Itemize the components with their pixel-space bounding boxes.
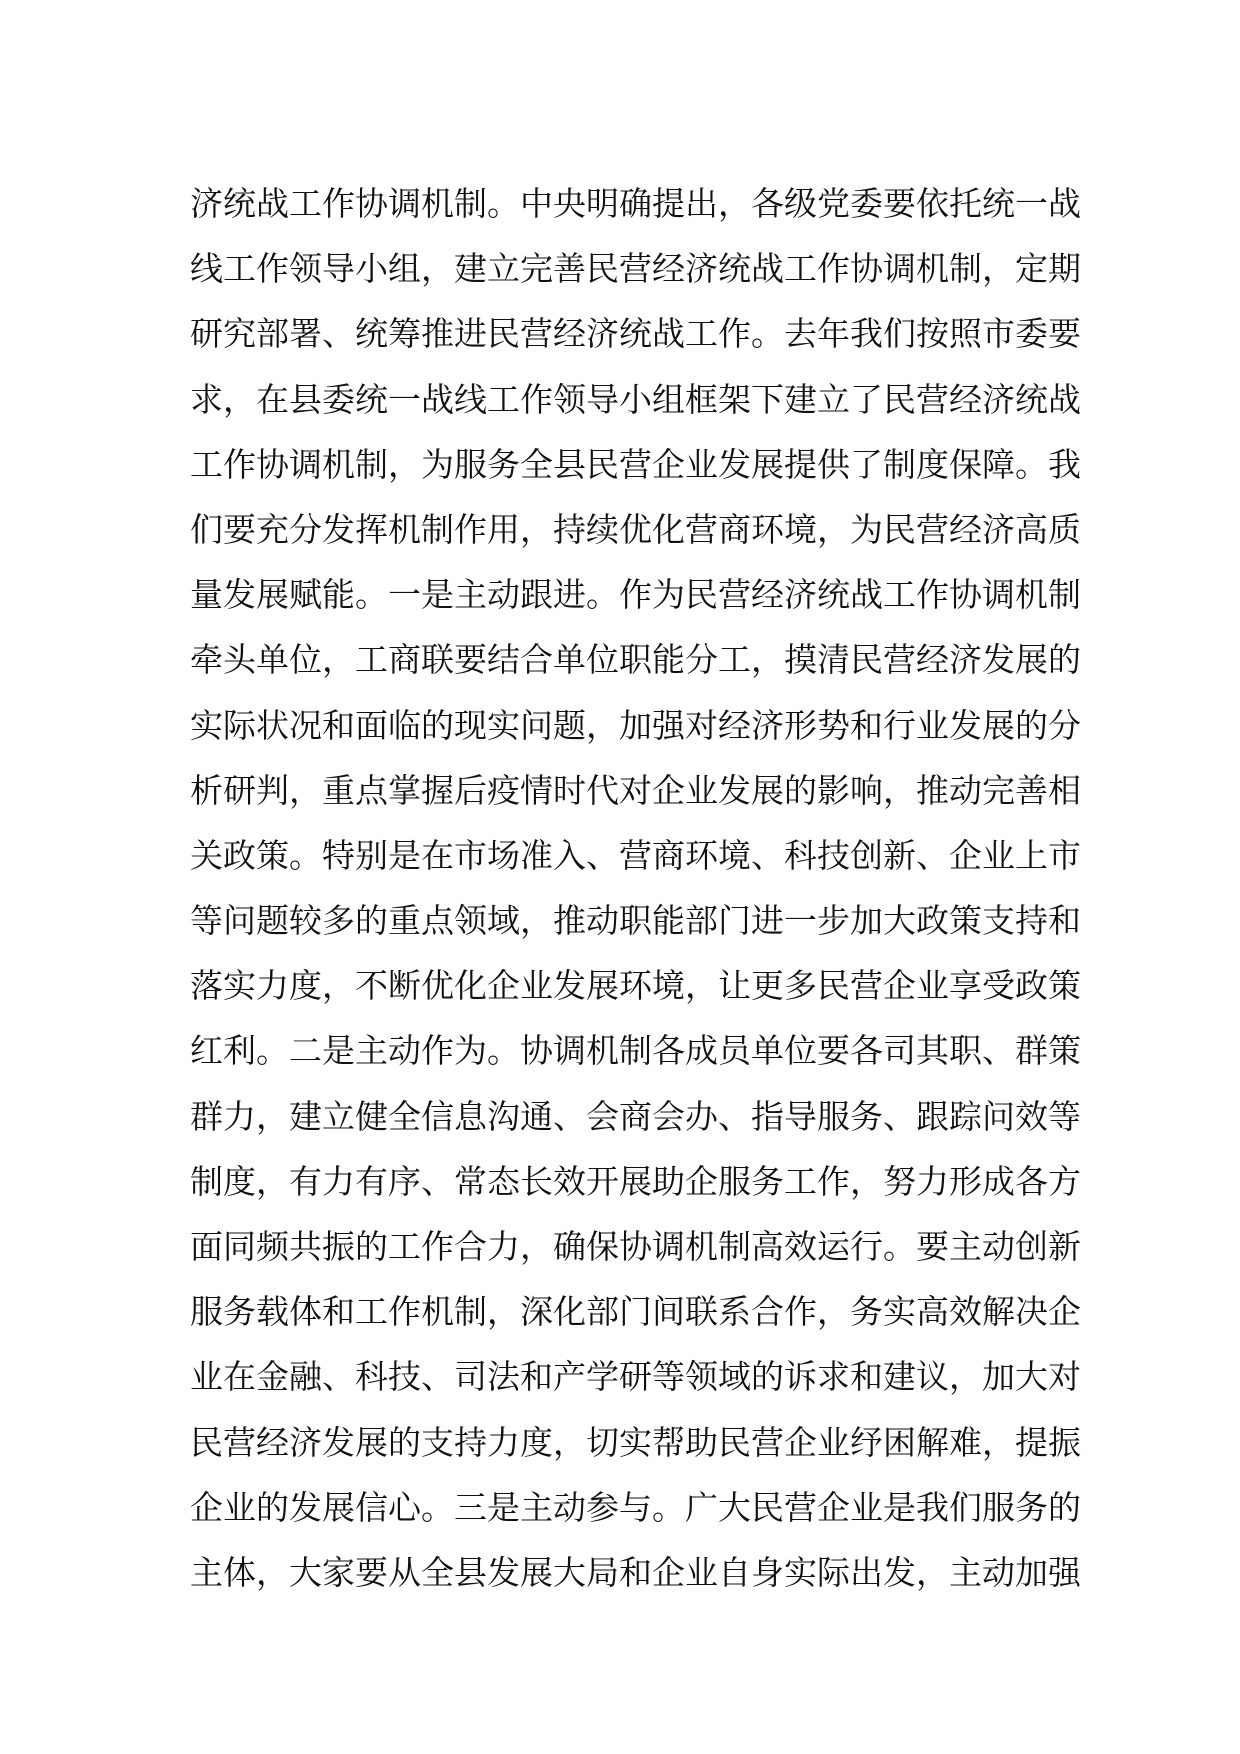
text-line: 析研判，重点掌握后疫情时代对企业发展的影响，推动完善相 [190,770,1081,810]
text-line: 牵头单位，工商联要结合单位职能分工，摸清民营经济发展的 [190,640,1081,680]
text-line: 制度，有力有序、常态长效开展助企服务工作，努力形成各方 [190,1161,1081,1201]
text-line: 企业的发展信心。三是主动参与。广大民营企业是我们服务的 [190,1487,1081,1527]
text-line: 面同频共振的工作合力，确保协调机制高效运行。要主动创新 [190,1227,1081,1266]
text-line: 民营经济发展的支持力度，切实帮助民营企业纾困解难，提振 [190,1422,1081,1462]
text-line: 济统战工作协调机制。中央明确提出，各级党委要依托统一战 [190,184,1081,223]
text-line: 工作协调机制，为服务全县民营企业发展提供了制度保障。我 [190,444,1081,484]
text-line: 线工作领导小组，建立完善民营经济统战工作协调机制，定期 [190,249,1081,289]
text-line: 们要充分发挥机制作用，持续优化营商环境，为民营经济高质 [190,509,1081,549]
text-line: 服务载体和工作机制，深化部门间联系合作，务实高效解决企 [190,1292,1081,1332]
text-line: 求，在县委统一战线工作领导小组框架下建立了民营经济统战 [190,379,1081,419]
text-line: 主体，大家要从全县发展大局和企业自身实际出发，主动加强 [190,1552,1081,1592]
text-line: 等问题较多的重点领域，推动职能部门进一步加大政策支持和 [190,901,1081,941]
text-line: 红利。二是主动作为。协调机制各成员单位要各司其职、群策 [190,1031,1081,1071]
body-text [190,171,1081,1605]
text-line: 关政策。特别是在市场准入、营商环境、科技创新、企业上市 [190,835,1081,875]
text-line: 研究部署、统筹推进民营经济统战工作。去年我们按照市委要 [190,314,1081,354]
text-line: 实际状况和面临的现实问题，加强对经济形势和行业发展的分 [190,705,1081,745]
text-line: 落实力度，不断优化企业发展环境，让更多民营企业享受政策 [190,966,1081,1006]
text-line: 业在金融、科技、司法和产学研等领域的诉求和建议，加大对 [190,1357,1081,1397]
text-line: 量发展赋能。一是主动跟进。作为民营经济统战工作协调机制 [190,575,1081,615]
text-line: 群力，建立健全信息沟通、会商会办、指导服务、跟踪问效等 [190,1096,1081,1136]
